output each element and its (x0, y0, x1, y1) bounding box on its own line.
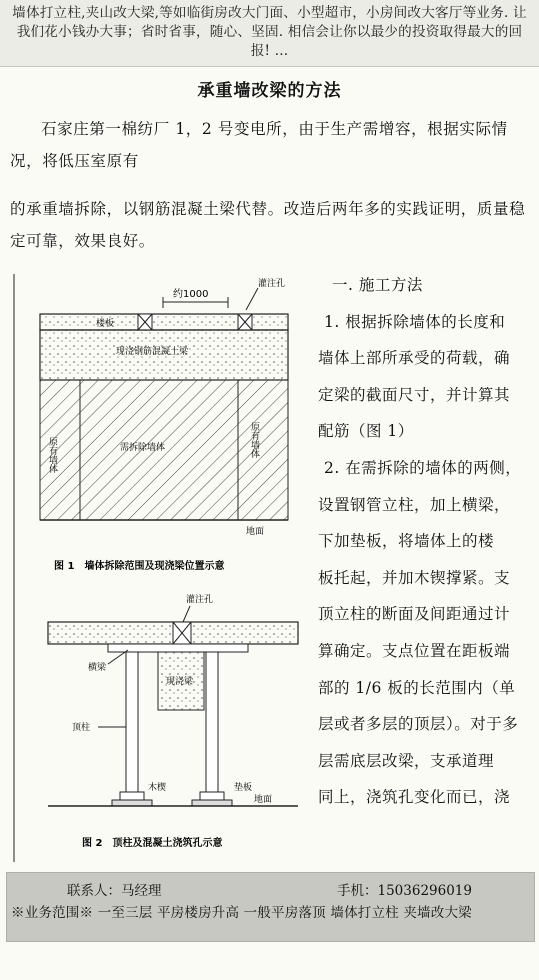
fig2-column-label: 顶柱 (72, 723, 91, 733)
text-line: 算确定。支点位置在距板端 (318, 641, 511, 660)
section-heading: 一. 施工方法 (332, 276, 423, 294)
fig2-wood-wedge-label: 木楔 (148, 783, 167, 793)
text-line: 层或者多层的顶层）。对于多 (318, 715, 519, 734)
contact-footer (6, 872, 535, 942)
fig2-pad-label: 垫板 (234, 783, 253, 793)
article-title: 承重墙改梁的方法 (197, 81, 342, 101)
construction-method-column (318, 267, 532, 816)
text-line: 墙体上部所承受的荷载，确 (318, 349, 511, 368)
contact-phone: 手机：15036296019 (337, 883, 472, 899)
top-banner (0, 0, 539, 67)
text-line: 1. 根据拆除墙体的长度和 (324, 312, 506, 331)
fig2-pad-left (112, 800, 152, 806)
fig1-demolish-label: 需拆除墙体 (120, 443, 166, 453)
fig1-floor-slab-label: 楼板 (96, 319, 115, 329)
fig1-left-wall-label: 原有墙体 (47, 437, 57, 473)
fig2-column-right (206, 652, 218, 792)
contact-person: 联系人：马经理 (67, 883, 162, 899)
fig1-ground-label: 地面 (246, 527, 265, 537)
text-line: 部的 1/6 板的长范围内（单 (318, 678, 516, 697)
text-line: 同上，浇筑孔变化而已，浇 (318, 788, 511, 807)
paragraph-intro: 石家庄第一棉纺厂 1，2 号变电所，由于生产需增容，根据实际情况，将低压室原有 (10, 120, 508, 170)
fig2-wedge-right (200, 792, 224, 800)
text-line: 层需底层改梁，支承道理 (318, 751, 495, 770)
fig2-crossbeam-label: 横梁 (88, 663, 107, 673)
figures-drawing (8, 272, 308, 872)
fig2-crossbeam (108, 644, 248, 652)
fig2-wedge-left (120, 792, 144, 800)
fig1-beam-label: 现浇钢筋混凝土梁 (116, 347, 189, 357)
fig1-left-wall (40, 380, 80, 520)
text-line: 配筋（图 1） (318, 422, 414, 441)
figure-area (8, 272, 308, 872)
text-line: 板托起，并加木锲撑紧。支 (318, 568, 511, 587)
paragraph-result: 的承重墙拆除，以钢筋混凝土梁代替。改造后两年多的实践证明，质量稳定可靠，效果良好。 (10, 200, 526, 250)
fig2-ground-label: 地面 (254, 795, 273, 805)
text-line: 2. 在需拆除的墙体的两侧， (324, 458, 522, 477)
text-line: 设置钢管立柱，加上横梁， (318, 495, 511, 514)
text-line: 下加垫板，将墙体上的楼 (318, 532, 495, 551)
fig2-pad-right (192, 800, 232, 806)
fig2-pour-hole-label: 灌注孔 (186, 595, 214, 605)
fig1-caption: 图 1 墙体拆除范围及现浇梁位置示意 (54, 561, 225, 572)
fig1-pour-hole-label: 灌注孔 (258, 279, 286, 289)
fig2-caption: 图 2 顶柱及混凝土浇筑孔示意 (82, 838, 223, 849)
fig2-column-left (126, 652, 138, 792)
fig1-right-wall-label: 原有墙体 (249, 422, 259, 458)
banner-text: 墙体打立柱,夹山改大梁,等如临街房改大门面、小型超市，小房间改大客厅等业务. 让我们花小钱办大事；省时省事，随心、坚固. 相信会让你以最少的投资取得最大的回报! ... (12, 5, 527, 59)
fig1-dimension-label: 约1000 (173, 289, 209, 300)
fig2-cast-beam-label: 现浇梁 (166, 677, 194, 687)
fig1-right-wall (238, 380, 288, 520)
text-line: 定梁的截面尺寸，并计算其 (318, 385, 511, 404)
business-scope: ※业务范围※ 一至三层 平房楼房升高 一般平房落顶 墙体打立柱 夹墙改大梁 (11, 905, 472, 921)
text-line: 顶立柱的断面及间距通过计 (318, 605, 511, 624)
